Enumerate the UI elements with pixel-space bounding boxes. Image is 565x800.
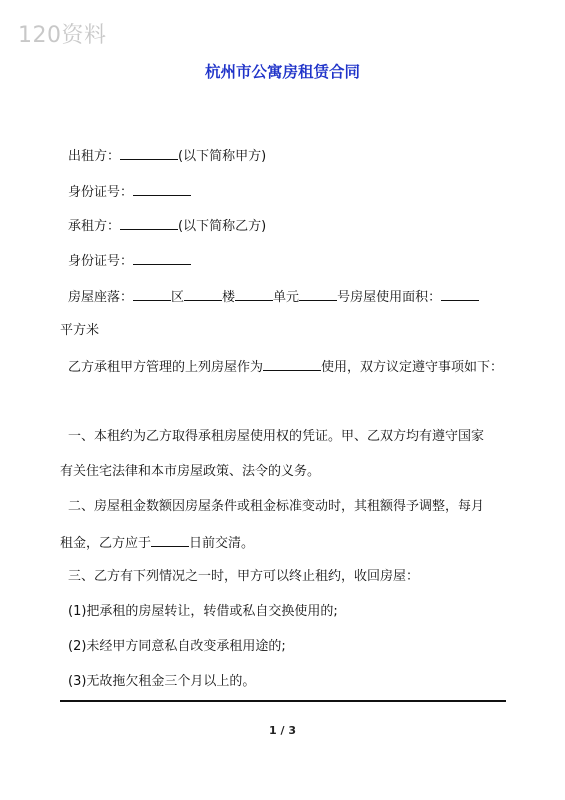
intro-part1: 乙方承租甲方管理的上列房屋作为 [68,360,264,375]
intro-line [68,357,503,377]
lessor-id-line [68,182,191,202]
lessor-suffix: (以下简称甲方) [178,149,267,164]
lessor-label: 出租方： [68,149,121,164]
clause-2-line-1: 二、房屋租金数额因房屋条件或租金标准变动时，其租额得予调整，每月 [68,499,485,514]
usage-blank [263,357,321,371]
intro-part2: 使用，双方议定遵守事项如下： [321,360,504,375]
lessor-line [68,146,266,166]
lessee-line [68,216,266,236]
rent-due-label: 租金，乙方应于 [60,536,152,551]
clause-3: 三、乙方有下列情况之一时，甲方可以终止租约，收回房屋： [68,569,420,584]
unit-blank [235,287,273,301]
building-blank [184,287,222,301]
district-blank [133,287,171,301]
building-label: 楼 [222,290,236,305]
clause-2-line-2 [60,533,254,553]
district-label: 区 [171,290,185,305]
location-line [68,287,479,307]
document-title: 杭州市公寓房租赁合同 [204,63,360,81]
clause-3-item-3: (3)无故拖欠租金三个月以上的。 [68,674,256,689]
clause-1-line-1: 一、本租约为乙方取得承租房屋使用权的凭证。甲、乙双方均有遵守国家 [68,429,485,444]
lessee-id-line [68,251,191,271]
lessor-blank [120,146,178,160]
rent-due-suffix: 日前交清。 [189,536,255,551]
lessor-id-label: 身份证号： [68,185,134,200]
lessor-id-blank [133,182,191,196]
rent-day-blank [151,533,189,547]
clause-1-line-2: 有关住宅法律和本市房屋政策、法令的义务。 [60,464,321,479]
location-label: 房屋座落： [68,290,134,305]
lessee-suffix: (以下简称乙方) [178,219,267,234]
lessee-id-label: 身份证号： [68,254,134,269]
sqm-line: 平方米 [60,323,100,338]
area-blank [441,287,479,301]
footer-rule [60,700,506,702]
clause-3-item-2: (2)未经甲方同意私自改变承租用途的; [68,639,286,654]
room-area-label: 号房屋使用面积： [337,290,442,305]
room-blank [299,287,337,301]
clause-3-item-1: (1)把承租的房屋转让，转借或私自交换使用的; [68,604,338,619]
lessee-label: 承租方： [68,219,121,234]
lessee-id-blank [133,251,191,265]
watermark-logo: 120资料 [18,23,107,48]
lessee-blank [120,216,178,230]
page-number: 1 / 3 [269,724,296,737]
unit-label: 单元 [273,290,300,305]
